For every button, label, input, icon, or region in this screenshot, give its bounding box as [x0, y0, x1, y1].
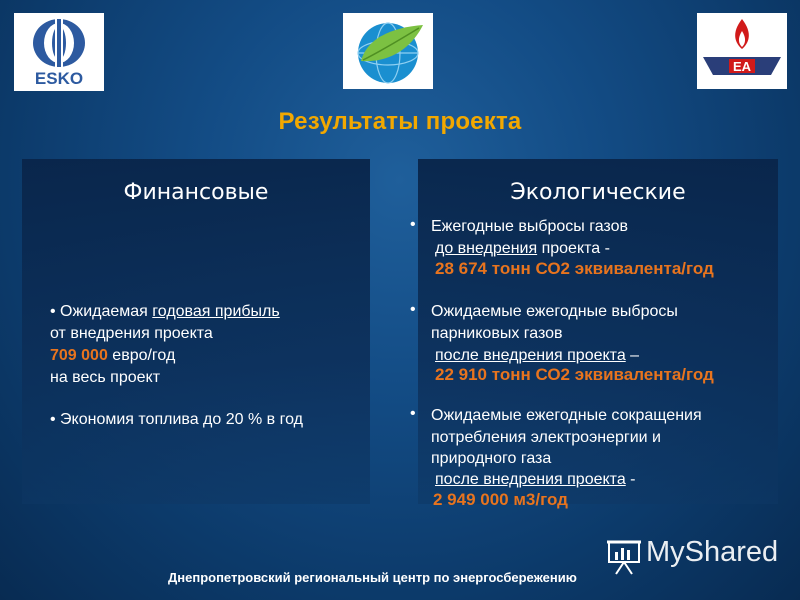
page-title: Результаты проекта [278, 108, 522, 135]
ecological-panel [410, 159, 778, 509]
eco-item1-after-link: проекта - [537, 240, 610, 257]
globe-leaf-logo [343, 13, 433, 89]
profit-amount-suffix: евро/год [107, 347, 176, 364]
profit-line-1 [50, 301, 280, 322]
profit-amount-line [50, 345, 175, 366]
eco-item1-line1: Ежегодные выбросы газов [431, 218, 628, 235]
eco-item3-after-link: - [625, 471, 636, 488]
eco-item3-line2: потребления электроэнергии и [431, 429, 661, 446]
esko-logo [14, 13, 104, 91]
presentation-icon [606, 563, 642, 580]
financial-heading: Финансовые [123, 180, 269, 205]
fuel-savings-line [50, 409, 303, 430]
ea-flame-logo [697, 13, 787, 89]
fuel-savings-text: Экономия топлива до 20 % в год [60, 411, 303, 428]
ea-logo-text: EA [732, 59, 752, 74]
bullet-dot: • [50, 411, 61, 428]
eco-item2-line3 [435, 345, 639, 366]
myshared-watermark [606, 536, 779, 576]
profit-prefix: Ожидаемая [60, 303, 153, 320]
eco-item3-line4 [435, 469, 636, 490]
footer-organization: Днепропетровский региональный центр по энергосбережению [168, 570, 577, 585]
watermark-text: MyShared [646, 536, 779, 568]
eco-item2-line2: парниковых газов [431, 325, 563, 342]
before-implementation-link[interactable]: до внедрения [435, 240, 538, 257]
after-implementation-link[interactable]: после внедрения проекта [435, 471, 626, 488]
bullet-dot: • [410, 301, 416, 318]
profit-line-4: на весь проект [50, 369, 161, 386]
profit-amount: 709 000 [50, 347, 108, 364]
eco-item3-line1: Ожидаемые ежегодные сокращения [431, 407, 702, 424]
eco-item2-value: 22 910 тонн СО2 эквивалента/год [435, 365, 714, 384]
eco-item2-line1: Ожидаемые ежегодные выбросы [431, 303, 678, 320]
annual-profit-link[interactable]: годовая прибыль [152, 303, 280, 320]
profit-line-2: от внедрения проекта [50, 325, 213, 342]
after-implementation-link[interactable]: после внедрения проекта [435, 347, 626, 364]
financial-panel [22, 159, 370, 504]
eco-item1-value: 28 674 тонн СО2 эквивалента/год [435, 259, 714, 278]
bullet-dot: • [410, 216, 416, 233]
ecological-heading: Экологические [510, 180, 686, 205]
eco-item3-line3: природного газа [431, 450, 552, 467]
esko-logo-text: ESKO [34, 69, 84, 88]
bullet-dot: • [50, 303, 61, 320]
eco-item2-after-link: – [625, 347, 640, 364]
eco-item1-line2 [435, 238, 610, 259]
eco-item3-value: 2 949 000 м3/год [433, 490, 568, 509]
bullet-dot: • [410, 405, 416, 422]
